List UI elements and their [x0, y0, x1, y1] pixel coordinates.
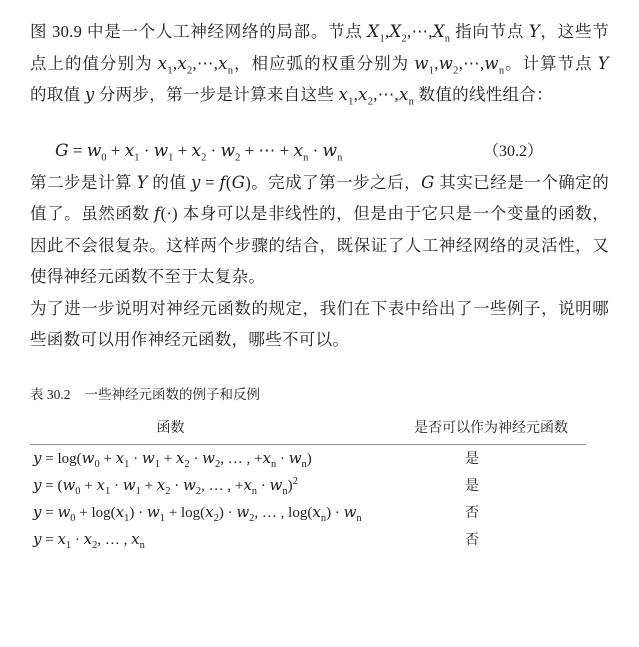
table-caption-label: 表 30.2 — [30, 386, 71, 402]
table-header-function: 函数 — [156, 420, 185, 436]
equation-number: （30.2） — [482, 142, 543, 160]
equation-30-2 — [30, 135, 609, 167]
table-row — [30, 445, 586, 472]
equation-formula: $G = w_0 + x_1 \cdot w_1 + x_2 \cdot w_2$ + ⋯ + $x_n \cdot w_n$ — [55, 140, 343, 163]
paragraph-network-intro: 图 30.9 中是一个人工神经网络的局部。节点 $X_1,X_2,\cdots,X_n$ 指向节点 Y，这些节点上的值分别为 $x_1,x_2,\cdots,x_n$，相应弧的权重分别为 $w_1,w_2,\cdots,w_n$。计算节点 Y 的取值 y 分两步，第一步是计算来自这些 $x_1,x_2,\cdots,x_n$ 数值的线性组合： — [30, 22, 609, 108]
table-header-row — [30, 417, 586, 445]
table-row — [30, 472, 586, 499]
table-header-eligibility: 是否可以作为神经元函数 — [414, 420, 568, 436]
eligibility-cell: 是 — [465, 452, 479, 467]
eligibility-cell: 是 — [465, 479, 479, 494]
function-formula-cell: $y = w_0 + \log(x_1) \cdot w_1 + \log(x_2) \cdot w_2$, … , $\log(x_n) \cdot w_n$ — [33, 502, 362, 524]
eligibility-cell: 否 — [465, 533, 479, 548]
neuron-function-table — [30, 417, 586, 553]
table-row — [30, 499, 586, 526]
function-formula-cell: $y = x_1 \cdot x_2$, … , $x_n$ — [33, 529, 145, 551]
eligibility-cell: 否 — [465, 506, 479, 521]
function-formula-cell: $y = (w_0 + x_1 \cdot w_1 + x_2 \cdot w_2$, … , $+x_n \cdot w_n)^2$ — [33, 475, 298, 497]
function-formula-cell: $y = \log(w_0 + x_1 \cdot w_1 + x_2 \cdot w_2$, … , $+x_n \cdot w_n$) — [33, 448, 312, 470]
paragraph-step-two: 第二步是计算 Y 的值 y = f(G)。完成了第一步之后，G 其实已经是一个确定的值了。虽然函数 f(·) 本身可以是非线性的，但是由于它只是一个变量的函数，因此不会很复杂。这样两个步骤的结合，既保证了人工神经网络的灵活性，又使得神经元函数不至于太复杂。 — [30, 172, 610, 286]
paragraph-table-intro: 为了进一步说明对神经元函数的规定，我们在下表中给出了一些例子，说明哪些函数可以用作神经元函数，哪些不可以。 — [30, 298, 609, 349]
table-row — [30, 526, 586, 553]
table-caption-title: 一些神经元函数的例子和反例 — [84, 386, 260, 402]
table-caption — [30, 385, 609, 405]
